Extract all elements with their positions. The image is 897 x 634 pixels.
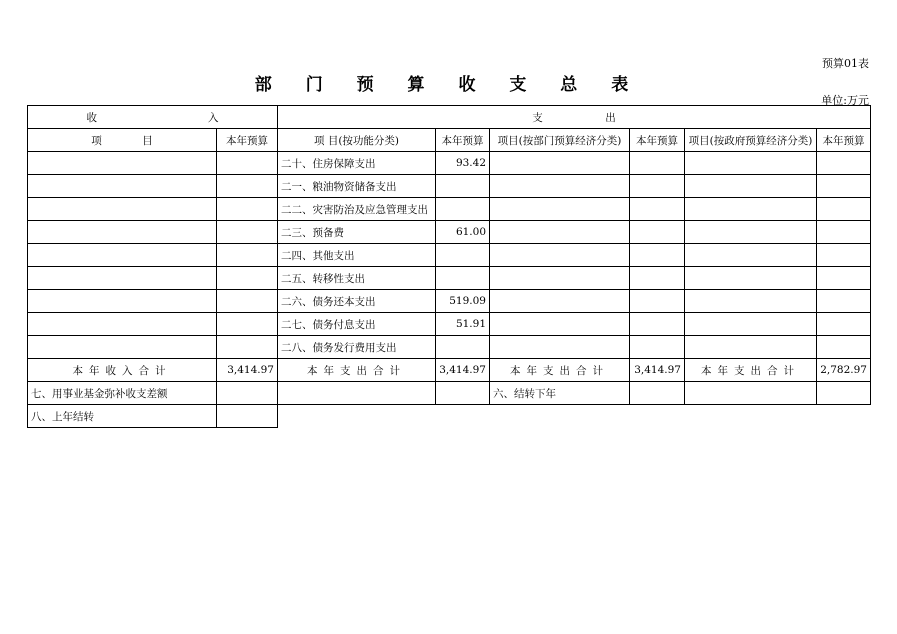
carryover-prev-label: 八、上年结转 [28,405,217,428]
col-budget-header: 本年预算 [630,129,685,152]
table-row: 二一、粮油物资储备支出 [28,175,871,198]
fund-balance-label: 七、用事业基金弥补收支差额 [28,382,217,405]
dept-total-amount: 3,414.97 [630,359,685,382]
gov-total-amount: 2,782.97 [817,359,871,382]
col-budget-header: 本年预算 [217,129,278,152]
func-total-amount: 3,414.97 [436,359,490,382]
gov-total-label: 本年支出合计 [685,359,817,382]
table-row: 二二、灾害防治及应急管理支出 [28,198,871,221]
group-header-row [28,106,871,129]
func-total-label: 本年支出合计 [278,359,436,382]
column-header-row [28,129,871,152]
table-row: 二六、债务还本支出 519.09 [28,290,871,313]
table-row: 二五、转移性支出 [28,267,871,290]
table-row: 二十、住房保障支出 93.42 [28,152,871,175]
col-budget-header: 本年预算 [436,129,490,152]
col-func-header: 项 目(按功能分类) [278,129,436,152]
table-row: 二八、债务发行费用支出 [28,336,871,359]
totals-row [28,359,871,382]
unit-label: 单位:万元 [821,94,869,107]
carryover-next-label: 六、结转下年 [490,382,630,405]
table-row [28,382,871,405]
income-group-header: 收 入 [28,106,278,129]
table-row: 二三、预备费 61.00 [28,221,871,244]
income-total-label: 本年收入合计 [28,359,217,382]
budget-table [27,105,871,428]
form-code: 预算01表 [822,57,869,70]
table-row: 二四、其他支出 [28,244,871,267]
col-item-header: 项 目 [28,129,217,152]
table-row [28,405,871,428]
col-dept-econ-header: 项目(按部门预算经济分类) [490,129,630,152]
page-title: 部 门 预 算 收 支 总 表 [254,75,643,95]
col-budget-header: 本年预算 [817,129,871,152]
table-row: 二七、债务付息支出 51.91 [28,313,871,336]
income-total-amount: 3,414.97 [217,359,278,382]
col-gov-econ-header: 项目(按政府预算经济分类) [685,129,817,152]
expense-group-header: 支 出 [278,106,871,129]
dept-total-label: 本年支出合计 [490,359,630,382]
